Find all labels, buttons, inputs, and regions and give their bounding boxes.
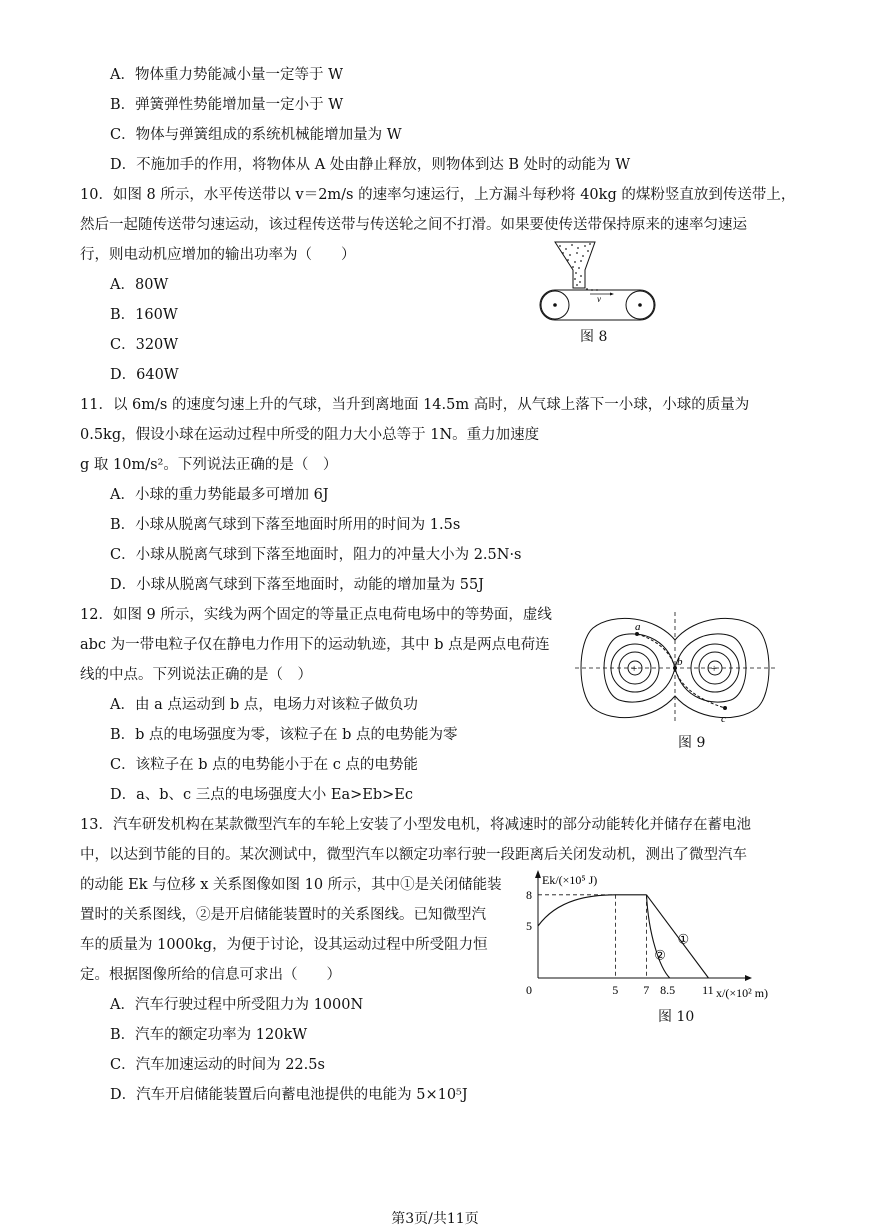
figure-9-charge-left: + xyxy=(631,663,638,675)
q13-stem-5: 车的质量为 1000kg，为便于讨论，设其运动过程中所受阻力恒 xyxy=(80,937,488,953)
q12-stem-3: 线的中点。下列说法正确的是（ ） xyxy=(80,667,312,683)
figure-10-caption: 图 10 xyxy=(658,1009,695,1025)
figure-9-label-b: b xyxy=(677,656,683,668)
figure-8-conveyor xyxy=(535,240,665,325)
q11-option-a: A．小球的重力势能最多可增加 6J xyxy=(110,487,329,503)
q13-option-d: D．汽车开启储能装置后向蓄电池提供的电能为 5×10⁵J xyxy=(110,1087,468,1103)
page-footer: 第3页/共11页 xyxy=(391,1211,479,1227)
x-tick-label: 11 xyxy=(702,983,714,997)
figure-10-ylabel: Ek/(×10⁵ J) xyxy=(542,873,598,887)
figure-9-equipotential xyxy=(575,612,775,724)
x-tick-label: 0 xyxy=(526,983,532,997)
x-tick-label: 7 xyxy=(643,983,650,997)
figure-9-caption: 图 9 xyxy=(678,735,706,751)
series-2-line xyxy=(647,895,670,978)
q12-option-d: D．a、b、c 三点的电场强度大小 Ea>Eb>Ec xyxy=(110,787,413,803)
x-tick-label: 8.5 xyxy=(660,983,676,997)
q10-option-d: D．640W xyxy=(110,367,179,383)
figure-10-ek-x-chart xyxy=(520,870,800,1002)
series-common-line xyxy=(538,895,647,926)
q10-stem-2: 然后一起随传送带匀速运动，该过程传送带与传送轮之间不打滑。如果要使传送带保持原来的速率匀速运 xyxy=(80,217,747,233)
q12-option-b: B．b 点的电场强度为零，该粒子在 b 点的电势能为零 xyxy=(110,727,458,743)
figure-8-caption: 图 8 xyxy=(580,329,608,345)
figure-10-xlabel: x/(×10² m) xyxy=(716,986,769,1000)
curve-label-2: ② xyxy=(654,947,666,963)
q12-stem-2: abc 为一带电粒子仅在静电力作用下的运动轨迹，其中 b 点是两点电荷连 xyxy=(80,637,550,653)
q11-option-b: B．小球从脱离气球到下落至地面时所用的时间为 1.5s xyxy=(110,517,461,533)
q13-option-a: A．汽车行驶过程中所受阻力为 1000N xyxy=(110,997,364,1013)
q12-option-a: A．由 a 点运动到 b 点，电场力对该粒子做负功 xyxy=(110,697,418,713)
q9-option-b: B．弹簧弹性势能增加量一定小于 W xyxy=(110,97,344,113)
q11-option-d: D．小球从脱离气球到下落至地面时，动能的增加量为 55J xyxy=(110,577,484,593)
q13-stem-4: 置时的关系图线，②是开启储能装置时的关系图线。已知微型汽 xyxy=(80,907,486,923)
q13-stem-2: 中，以达到节能的目的。某次测试中，微型汽车以额定功率行驶一段距离后关闭发动机，测出了微型汽车 xyxy=(80,847,747,863)
q11-option-c: C．小球从脱离气球到下落至地面时，阻力的冲量大小为 2.5N·s xyxy=(110,547,522,563)
q12-option-c: C．该粒子在 b 点的电势能小于在 c 点的电势能 xyxy=(110,757,418,773)
y-tick-label: 5 xyxy=(526,919,532,933)
x-tick-label: 5 xyxy=(612,983,619,997)
q11-stem-1: 11．以 6m/s 的速度匀速上升的气球，当升到离地面 14.5m 高时，从气球上落下一小球，小球的质量为 xyxy=(80,397,750,413)
q10-option-b: B．160W xyxy=(110,307,178,323)
q13-option-c: C．汽车加速运动的时间为 22.5s xyxy=(110,1057,325,1073)
curve-label-1: ① xyxy=(677,931,690,947)
q9-option-c: C．物体与弹簧组成的系统机械能增加量为 W xyxy=(110,127,402,143)
q13-stem-1: 13．汽车研发机构在某款微型汽车的车轮上安装了小型发电机，将减速时的部分动能转化并储存在蓄电池 xyxy=(80,817,751,833)
figure-9-label-a: a xyxy=(635,621,641,633)
q12-stem-1: 12．如图 9 所示，实线为两个固定的等量正点电荷电场中的等势面，虚线 xyxy=(80,607,552,623)
q10-option-a: A．80W xyxy=(110,277,169,293)
q10-stem-3: 行，则电动机应增加的输出功率为（ ） xyxy=(80,247,356,263)
figure-9-charge-right: + xyxy=(711,663,718,675)
q13-stem-6: 定。根据图像所给的信息可求出（ ） xyxy=(80,967,341,983)
q13-stem-3: 的动能 Ek 与位移 x 关系图像如图 10 所示，其中①是关闭储能装 xyxy=(80,877,502,893)
q10-stem-1: 10．如图 8 所示，水平传送带以 v＝2m/s 的速率匀速运行，上方漏斗每秒将 40kg 的煤粉竖直放到传送带上， xyxy=(80,187,796,203)
q9-option-d: D．不施加手的作用，将物体从 A 处由静止释放，则物体到达 B 处时的动能为 W xyxy=(110,157,631,173)
q11-stem-3: g 取 10m/s²。下列说法正确的是（ ） xyxy=(80,457,338,473)
q10-option-c: C．320W xyxy=(110,337,179,353)
y-tick-label: 8 xyxy=(526,887,532,902)
q11-stem-2: 0.5kg，假设小球在运动过程中所受的阻力大小总等于 1N。重力加速度 xyxy=(80,427,540,443)
figure-9-label-c: c xyxy=(721,713,726,724)
q13-option-b: B．汽车的额定功率为 120kW xyxy=(110,1027,308,1043)
q9-option-a: A．物体重力势能减小量一定等于 W xyxy=(110,67,343,83)
figure-8-v-label: v xyxy=(597,294,601,304)
